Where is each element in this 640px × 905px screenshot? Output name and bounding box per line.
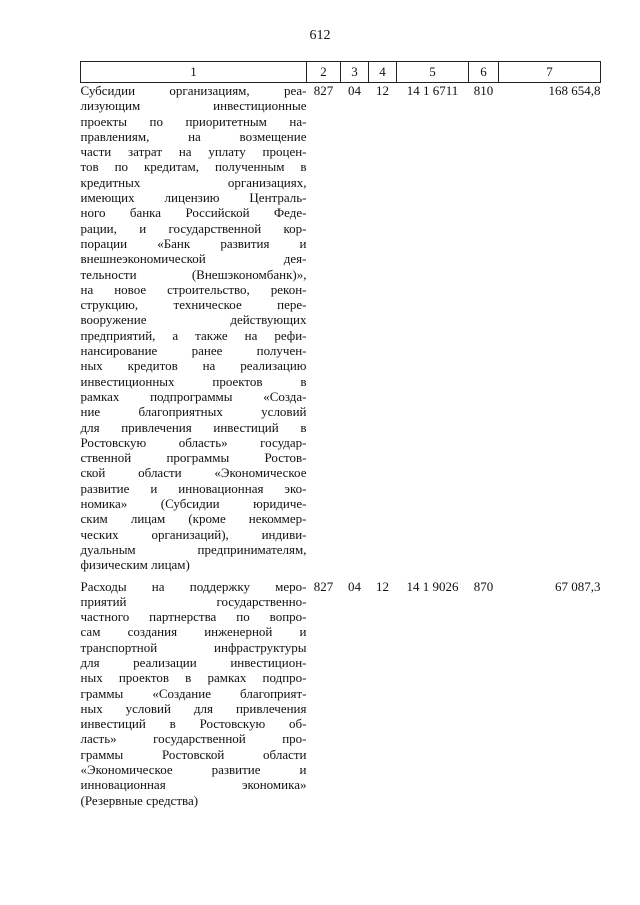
description-line: вооружение действующих: [80, 312, 307, 328]
cell-col4: 12: [376, 578, 389, 594]
description-line: предприятий, а также на рефи-: [80, 327, 307, 343]
cell-col6: 810: [473, 83, 494, 98]
cell-amount: 168 654,8: [548, 83, 601, 98]
description-line: ским лицам (кроме некоммер-: [80, 511, 307, 527]
budget-table: [80, 61, 601, 808]
description-line: кредитных организациях,: [80, 174, 307, 190]
description-line: части затрат на уплату процен-: [80, 144, 307, 160]
column-header-6: 6: [469, 62, 499, 83]
header-row: [81, 62, 601, 83]
description-line: транспортной инфраструктуры: [80, 639, 307, 655]
description-line: дуальным предпринимателям,: [80, 541, 307, 557]
cell-col2: 827: [313, 83, 334, 98]
cell-col5: 14 1 9026: [406, 578, 459, 594]
description-line: инвестиционных проектов в: [80, 373, 307, 389]
description-line: «Экономическое развитие и: [80, 762, 307, 778]
description-line: порации «Банк развития и: [80, 235, 307, 251]
column-header-2: 2: [307, 62, 341, 83]
description-line: ных условий для привлечения: [80, 700, 307, 716]
description-line: внешнеэкономической дея-: [80, 251, 307, 267]
description-line: (Резервные средства): [80, 792, 199, 808]
table-row: [81, 579, 601, 808]
column-header-4: 4: [369, 62, 397, 83]
page-number: 612: [309, 28, 331, 43]
description-line: ской области «Экономическое: [80, 465, 307, 481]
description-line: проекты по приоритетным на-: [80, 113, 307, 129]
description-line: тельности (Внешэкономбанк)»,: [80, 266, 307, 282]
description-line: рации, и государственной кор-: [80, 220, 307, 236]
description-line: Ростовскую область» государ-: [80, 434, 307, 450]
description-line: струкцию, техническое пере-: [80, 297, 307, 313]
column-header-7: 7: [499, 62, 601, 83]
cell-col2: 827: [313, 578, 334, 594]
row-description: [81, 579, 307, 808]
description-line: сам создания инженерной и: [80, 624, 307, 640]
description-line: тов по кредитам, полученным в: [80, 159, 307, 175]
description-line: ных проектов в рамках подпро-: [80, 670, 307, 686]
description-line: Расходы на поддержку меро-: [80, 578, 307, 594]
cell-amount: 67 087,3: [555, 578, 601, 594]
description-line: Субсидии организациям, реа-: [80, 83, 307, 98]
row-description: [81, 83, 307, 573]
cell-col3: 04: [348, 83, 361, 98]
column-header-5: 5: [397, 62, 469, 83]
description-line: ние благоприятных условий: [80, 404, 307, 420]
description-line: инвестиций в Ростовскую об-: [80, 716, 307, 732]
cell-col3: 04: [348, 578, 361, 594]
description-line: нансирование ранее получен-: [80, 343, 307, 359]
description-line: номика» (Субсидии юридиче-: [80, 496, 307, 512]
column-header-1: 1: [81, 62, 307, 83]
cell-col6: 870: [473, 578, 494, 594]
description-line: для реализации инвестицион-: [80, 654, 307, 670]
description-line: ласть» государственной про-: [80, 731, 307, 747]
description-line: граммы Ростовской области: [80, 746, 307, 762]
description-line: ческих организаций), индиви-: [80, 526, 307, 542]
description-line: граммы «Создание благоприят-: [80, 685, 307, 701]
description-line: ственной программы Ростов-: [80, 450, 307, 466]
description-line: инновационная экономика»: [80, 777, 307, 793]
description-line: развитие и инновационная эко-: [80, 480, 307, 496]
description-line: для привлечения инвестиций в: [80, 419, 307, 435]
description-line: имеющих лицензию Централь-: [80, 190, 307, 206]
description-line: правлениям, на возмещение: [80, 128, 307, 144]
description-line: лизующим инвестиционные: [80, 98, 307, 114]
description-line: рамках подпрограммы «Созда-: [80, 388, 307, 404]
cell-col5: 14 1 6711: [406, 83, 459, 98]
description-line: ных кредитов на реализацию: [80, 358, 307, 374]
description-line: на новое строительство, рекон-: [80, 281, 307, 297]
description-line: ного банка Российской Феде-: [80, 205, 307, 221]
cell-col4: 12: [376, 83, 389, 98]
table-row: [81, 83, 601, 573]
column-header-3: 3: [341, 62, 369, 83]
description-line: физическим лицам): [80, 557, 190, 573]
description-line: приятий государственно-: [80, 593, 307, 609]
description-line: частного партнерства по вопро-: [80, 609, 307, 625]
